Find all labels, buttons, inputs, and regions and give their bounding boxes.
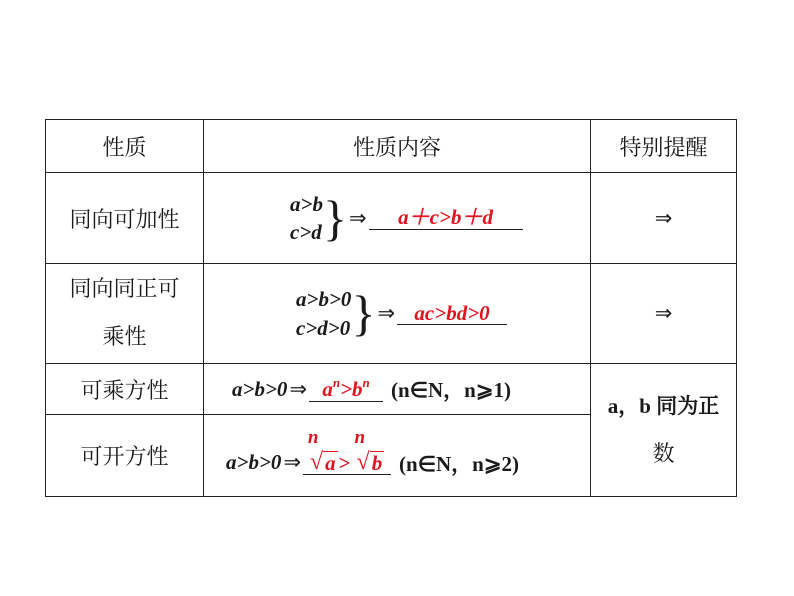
answer-additivity: a＋c>b＋d bbox=[369, 206, 523, 229]
cond-power: a>b>0 bbox=[232, 376, 288, 401]
answer-root: n √ a > n √ b bbox=[303, 450, 391, 475]
implies-arrow: ⇒ bbox=[289, 376, 308, 401]
header-content: 性质内容 bbox=[204, 120, 591, 173]
domain-root: (n∈N，n⩾2) bbox=[399, 451, 519, 476]
content-multiplicativity bbox=[204, 264, 591, 364]
row-multiplicativity bbox=[46, 264, 737, 364]
cond-c-gt-d: c>d bbox=[290, 220, 322, 244]
implies-arrow: ⇒ bbox=[283, 450, 302, 474]
remark-multiplicativity: ⇒ bbox=[591, 264, 737, 364]
implies-arrow: ⇒ bbox=[348, 205, 367, 230]
right-brace: } bbox=[322, 189, 347, 246]
shared-remark-line2: 数 bbox=[652, 441, 675, 467]
header-row bbox=[46, 120, 737, 173]
implies-arrow: ⇒ bbox=[377, 301, 396, 325]
name-mul-line1: 同向同正可 bbox=[69, 276, 180, 302]
answer-multiplicativity: ac>bd>0 bbox=[397, 302, 507, 325]
name-mul-line2: 乘性 bbox=[102, 324, 147, 350]
cond-a-gt-b: a>b bbox=[290, 191, 323, 216]
content-root bbox=[204, 415, 591, 497]
answer-power: $a^n>b^n$ bbox=[309, 376, 383, 401]
root-a: n √ a bbox=[307, 427, 336, 475]
shared-remark-line1: a，b 同为正 bbox=[607, 393, 720, 418]
properties-table bbox=[45, 119, 737, 497]
name-additivity: 同向可加性 bbox=[46, 173, 204, 264]
name-power: 可乘方性 bbox=[46, 364, 204, 415]
row-additivity bbox=[46, 173, 737, 264]
content-power bbox=[204, 364, 591, 415]
right-brace: } bbox=[351, 285, 376, 341]
remark-additivity: ⇒ bbox=[591, 173, 737, 264]
row-power bbox=[46, 364, 737, 415]
name-root: 可开方性 bbox=[46, 415, 204, 497]
name-multiplicativity bbox=[46, 264, 204, 364]
cond-c-gt-d-gt-0: c>d>0 bbox=[296, 315, 351, 340]
root-b: n √ b bbox=[354, 427, 383, 475]
content-additivity bbox=[204, 173, 591, 264]
domain-power: (n∈N，n⩾1) bbox=[391, 378, 511, 402]
cond-a-gt-b-gt-0: a>b>0 bbox=[296, 287, 352, 312]
cond-root: a>b>0 bbox=[226, 450, 282, 474]
header-remark: 特别提醒 bbox=[591, 120, 737, 173]
shared-remark bbox=[591, 364, 737, 497]
header-property: 性质 bbox=[46, 120, 204, 173]
